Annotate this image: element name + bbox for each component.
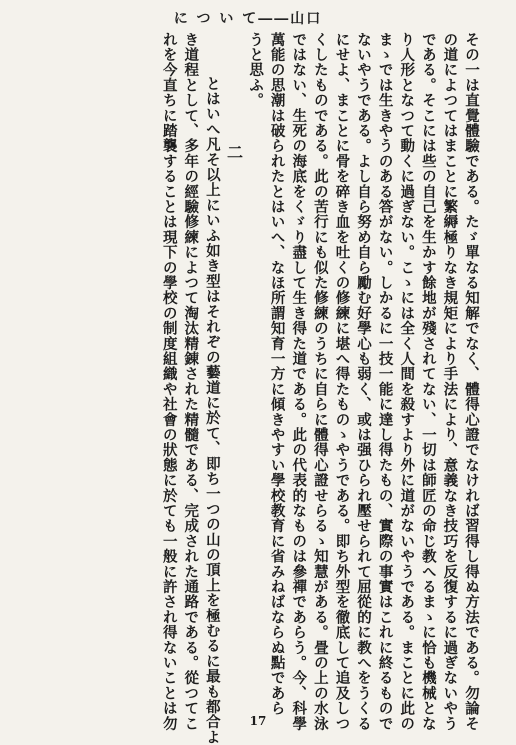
text-column: り人形となつて動くに過ぎない。こゝには全く人間を殺すより外に道がないやうである。まことに此の [398, 32, 416, 732]
text-column: 萬能の思潮は破られたとはいへ、なほ所謂知育一方に傾きやすい學校教育に省みねばならぬ點であら [268, 32, 286, 716]
section-number: 二 [224, 144, 244, 161]
text-column: ではない、生死の海底をくゞり盡して生き得た道である。此の代表的なものは參禪であらう。今、科學 [290, 32, 308, 732]
text-column: とはいへ凡そ以上にいふ如き型はそれぞの藝道に於て、即ち一つの山の頂上を極むるに最も都合よ [203, 76, 221, 745]
text-column: れを今直ちに踏襲することは現下の學校の制度組織や社會の狀態に於ても一般に許され得ないことは勿 [160, 32, 178, 732]
text-column: その一は直覺體驗である。たゞ單なる知解でなく、體得心證でなければ習得し得ぬ方法である。勿論そ [463, 32, 480, 732]
page-number: 17 [249, 714, 267, 728]
text-column: ないやうである。よし自ら努め自ら勵む好學心も弱く、或は强ひられ壓せられて屈從的に教へをうくる [355, 32, 373, 732]
text-column: である。そこには些の自己を生かす餘地が殘されてない、一切は師匠の命じ教へるまゝに恰も機械とな [419, 32, 437, 732]
running-header: に つ い て――山口 [173, 11, 323, 27]
text-column: にせよ、まことに骨を碎き血を吐くの修練に堪へ得たものゝやうである。即ち外型を徹底して追及しつ [333, 32, 351, 732]
text-column: き道程として、多年の經驗修練によつて淘汰精錬された精髓である、完成された通路である。從つてこ [182, 32, 200, 732]
text-column: まゝでは生きやうのある答がない。しかるに一技一能に達し得たもの、實際の事實はこれに終るもので [376, 32, 394, 732]
text-column: の道によつてはまことに繁縟極りなき規矩により手法により、意義なき技巧を反復するに過ぎないやう [441, 32, 459, 732]
text-column: くしたものである。此の苦行にも似た修練のうちに自らに體得心證せらるゝ知慧がある。畳の上の水泳 [311, 32, 329, 732]
text-column: うと思ふ。 [247, 32, 265, 108]
